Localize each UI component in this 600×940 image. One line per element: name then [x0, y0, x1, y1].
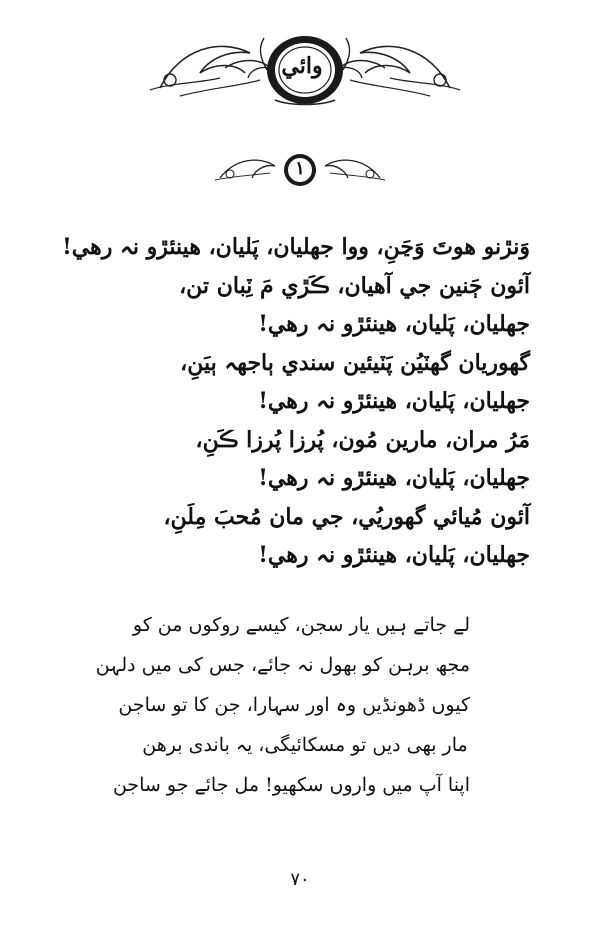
verse-line: مَرُ مران، مارين مُون، پُرزا پُرزا ڪَنِ،: [195, 426, 530, 453]
verse-line: جهليان، پَليان، هينئڙو نہ رهي!: [258, 311, 530, 337]
urdu-line: کیوں ڈھونڈیں وہ اور سہارا، جن کا تو ساجن: [118, 694, 470, 716]
verse-line: گهوريان گهٽيُن پَٽيئين سندي ٻاجهہ ٻيَنِ،: [180, 349, 530, 376]
sindhi-verse: [62, 228, 530, 575]
urdu-line: لے جاتے ہیں یار سجن، کیسے روکوں من کو: [132, 614, 470, 636]
urdu-line: مجھ برہن کو بھول نہ جائے، جس کی میں دلہن: [95, 654, 470, 676]
page-title: وائي: [281, 53, 323, 79]
verse-line: آئون ڄَنين جي آهيان، ڪَڙي مَ ٽِبان تن،: [179, 272, 530, 299]
verse-line: وَنڙنو هوتَ وَڃَنِ، ووا جهليان، پَليان، هينئڙو نہ رهي!: [62, 234, 530, 260]
verse-line: جهليان، پَليان، هينئڙو نہ رهي!: [258, 465, 530, 491]
verse-line: جهليان، پَليان، هينئڙو نہ رهي!: [258, 388, 530, 414]
urdu-line: مار بھی دیں تو مسکائیگی، یہ باندی برهن: [142, 734, 468, 756]
verse-line: آئون مُيائي گهوريُي، جي مان مُحبَ مِلَنِ،: [163, 503, 530, 530]
verse-line: جهليان، پَليان، هينئڙو نہ رهي!: [258, 542, 530, 568]
urdu-line: اپنا آپ میں واروں سکھیو! مل جائے جو ساجن: [112, 774, 470, 796]
section-number: ١: [295, 158, 305, 179]
page-number: ٧٠: [290, 869, 310, 890]
urdu-verse: [95, 605, 470, 805]
